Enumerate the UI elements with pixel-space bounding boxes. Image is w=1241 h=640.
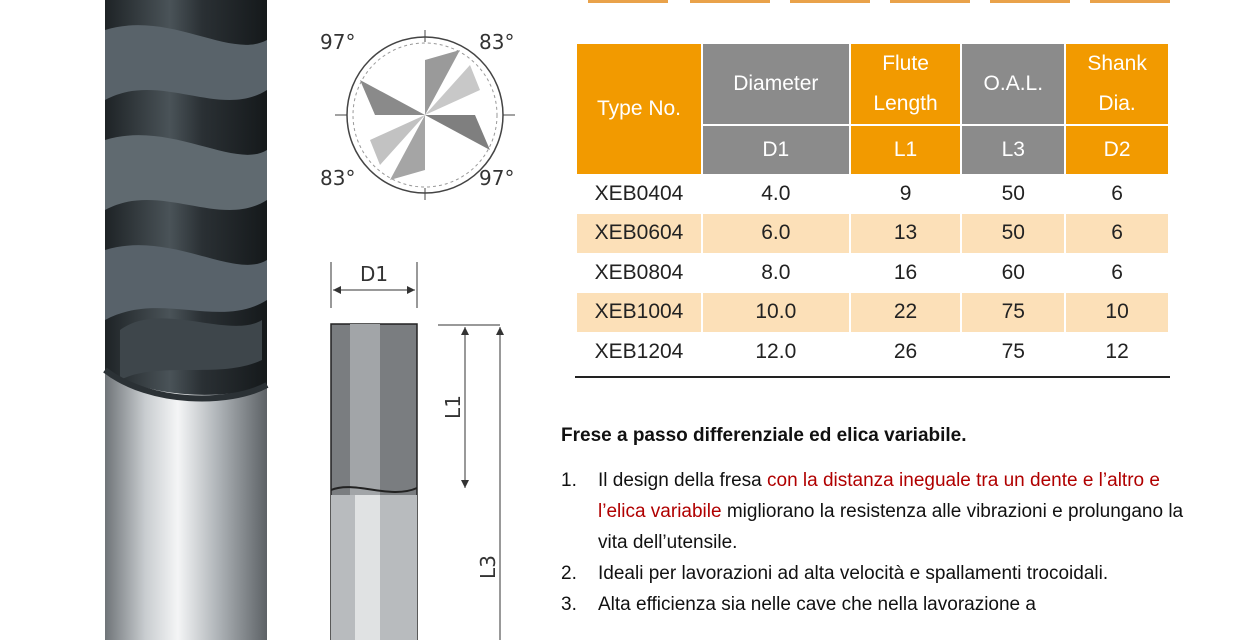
subheader-l3: L3 bbox=[962, 124, 1064, 174]
top-thumbnail-strip-6 bbox=[1090, 0, 1170, 3]
table-row bbox=[577, 293, 1168, 333]
cell-flute-length: 22 bbox=[851, 293, 961, 333]
cell-diameter: 10.0 bbox=[703, 293, 849, 333]
feature-notes bbox=[561, 420, 1201, 620]
table-row bbox=[577, 174, 1168, 214]
angle-label-top-right: 83° bbox=[479, 30, 515, 54]
item-text-post: migliorano la resistenza alle vibrazioni e prolungano la vita dell’utensile. bbox=[598, 501, 1184, 553]
table-row bbox=[577, 214, 1168, 254]
cell-type-no: XEB1204 bbox=[594, 339, 684, 363]
table-row bbox=[577, 253, 1168, 293]
notes-title: Frese a passo differenziale ed elica variabile. bbox=[561, 425, 967, 446]
cell-diameter: 12.0 bbox=[755, 339, 797, 363]
cell-shank-dia: 6 bbox=[1111, 181, 1123, 205]
table-bottom-rule bbox=[575, 376, 1170, 378]
cell-diameter: 4.0 bbox=[761, 181, 791, 205]
table-row bbox=[577, 332, 1168, 372]
item-text-pre: Il design della fresa bbox=[598, 470, 767, 491]
header-flute-length: Flute Length bbox=[851, 44, 961, 124]
spec-table bbox=[575, 44, 1170, 372]
item-text-highlight: con la distanza ineguale tra un dente e l’altro e l’elica variabile bbox=[598, 470, 1160, 522]
list-item bbox=[561, 465, 1201, 558]
cell-oal: 50 bbox=[962, 214, 1064, 254]
cell-shank-dia: 6 bbox=[1111, 260, 1123, 284]
cell-type-no: XEB0604 bbox=[577, 214, 701, 254]
cell-shank-dia: 6 bbox=[1066, 214, 1168, 254]
subheader-d2: D2 bbox=[1066, 124, 1168, 174]
header-shank-dia: Shank Dia. bbox=[1066, 44, 1168, 124]
subheader-d1: D1 bbox=[703, 124, 849, 174]
subheader-l1: L1 bbox=[851, 124, 961, 174]
item-text: Ideali per lavorazioni ad alta velocità e spallamenti trocoidali. bbox=[598, 563, 1109, 584]
item-text: Alta efficienza sia nelle cave che nella lavorazione a bbox=[598, 594, 1036, 615]
cell-type-no: XEB0804 bbox=[594, 260, 684, 284]
l1-label: L1 bbox=[440, 395, 465, 419]
cell-shank-dia: 12 bbox=[1105, 339, 1129, 363]
list-item bbox=[561, 558, 1201, 589]
top-thumbnail-strip-4 bbox=[890, 0, 970, 3]
cell-flute-length: 9 bbox=[899, 181, 912, 205]
top-thumbnail-strip-2 bbox=[690, 0, 770, 3]
cell-shank-dia: 10 bbox=[1066, 293, 1168, 333]
list-number: 3. bbox=[561, 594, 577, 615]
list-item bbox=[561, 589, 1201, 620]
angle-label-bottom-left: 83° bbox=[320, 166, 356, 190]
cell-oal: 50 bbox=[1001, 181, 1025, 205]
cell-flute-length: 26 bbox=[893, 339, 918, 363]
cell-type-no: XEB0404 bbox=[594, 181, 684, 205]
top-thumbnail-strip-3 bbox=[790, 0, 870, 3]
list-number: 1. bbox=[561, 470, 577, 491]
angle-label-top-left: 97° bbox=[320, 30, 356, 54]
cell-oal: 75 bbox=[1001, 339, 1025, 363]
end-mill-photo bbox=[0, 0, 310, 640]
top-thumbnail-strip-5 bbox=[990, 0, 1070, 3]
cell-flute-length: 16 bbox=[893, 260, 918, 284]
cell-type-no: XEB1004 bbox=[577, 293, 701, 333]
header-diameter: Diameter bbox=[703, 44, 849, 124]
header-oal: O.A.L. bbox=[962, 44, 1064, 124]
l3-label: L3 bbox=[475, 555, 500, 579]
d1-label: D1 bbox=[360, 262, 389, 286]
feature-list bbox=[561, 465, 1201, 620]
cell-oal: 60 bbox=[1001, 260, 1025, 284]
list-number: 2. bbox=[561, 563, 577, 584]
cell-flute-length: 13 bbox=[851, 214, 961, 254]
cell-diameter: 6.0 bbox=[703, 214, 849, 254]
dimension-drawing bbox=[300, 250, 550, 640]
top-thumbnail-strip-1 bbox=[588, 0, 668, 3]
cell-oal: 75 bbox=[962, 293, 1064, 333]
cell-diameter: 8.0 bbox=[761, 260, 791, 284]
header-type-no: Type No. bbox=[577, 44, 701, 174]
angle-label-bottom-right: 97° bbox=[479, 166, 515, 190]
